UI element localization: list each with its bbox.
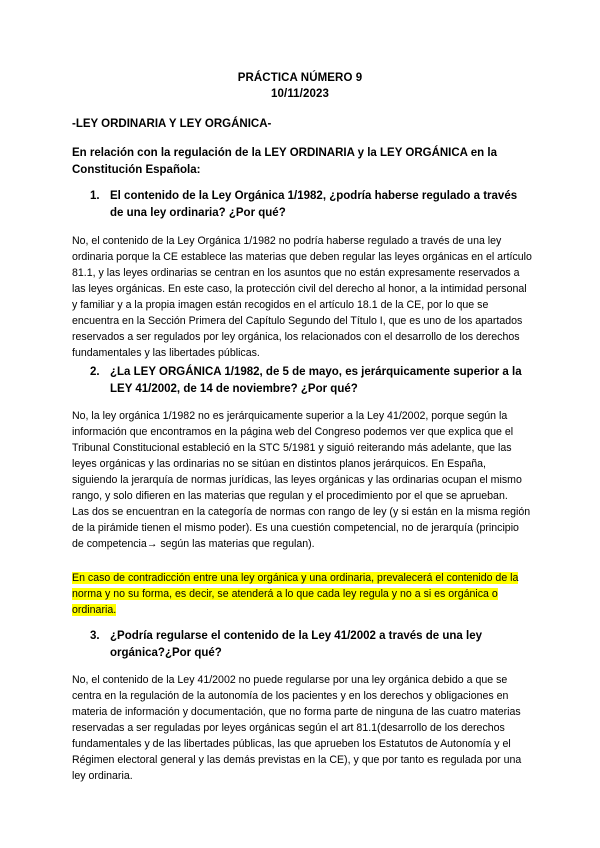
answer-2-paragraph-1: No, la ley orgánica 1/1982 no es jerárquicamente superior a la Ley 41/2002, porque según la información que encontramos en la página web del Congreso podemos ver que explica que el Tribunal Constitucional estableció en la STC 5/1981 y siguió reiterando más adelante, que las leyes orgánicas y las ordinarias no se sitúan en distintos planos jerárquicos. En España, siguiendo la jerarquía de normas jurídicas, las leyes orgánicas y las ordinarias ocupan el mismo rango, y solo difieren en las materias que regulan y el procedimiento por el que se aprueban. xyxy=(72,410,522,502)
practice-title: PRÁCTICA NÚMERO 9 xyxy=(237,72,363,84)
question-2-number: 2. xyxy=(90,366,100,378)
question-1 xyxy=(90,188,530,221)
question-3 xyxy=(90,628,530,661)
highlighted-note-text: En caso de contradicción entre una ley orgánica y una ordinaria, prevalecerá el contenido de la norma y no su forma, es decir, se atenderá a lo que cada ley regula y no a si es orgánica o ordinaria. xyxy=(72,572,519,616)
answer-1 xyxy=(72,233,532,361)
practice-date: 10/11/2023 xyxy=(271,88,329,100)
answer-1-text: No, el contenido de la Ley Orgánica 1/1982 no podría haberse regulado a través de una ley ordinaria porque la CE establece las materias que deben regular las leyes orgánicas en el artículo 81.1, y las leyes ordinarias se centran en los asuntos que no están expresamente reservados a las leyes orgánicas. En este caso, la protección civil del derecho al honor, a la intimidad personal y familiar y a la propia imagen están recogidos en el artículo 18.1 de la CE, por lo que se encuentra en la Sección Primera del Capítulo Segundo del Título I, que es uno de los apartados reservados a ser regulados por ley orgánica, los relacionados con el desarrollo de los derechos fundamentales y las libertades públicas. xyxy=(72,235,532,359)
highlighted-note xyxy=(72,570,534,618)
question-3-text: ¿Podría regularse el contenido de la Ley 41/2002 a través de una ley orgánica?¿Por qué? xyxy=(110,630,482,659)
question-1-text: El contenido de la Ley Orgánica 1/1982, ¿podría haberse regulado a través de una ley ordinaria? ¿Por qué? xyxy=(110,190,518,219)
answer-3-text: No, el contenido de la Ley 41/2002 no puede regularse por una ley orgánica debido a que se centra en la regulación de la autonomía de los pacientes y en los derechos y obligaciones en materia de información y documentación, que no forma parte de ninguna de las cuatro materias reservadas a ser reguladas por leyes orgánicas según el art 81.1(desarrollo de los derechos fundamentales y de las libertades públicas, las que aprueben los Estatutos de Autonomía y el Régimen electoral general y las demás previstas en la CE), y que por tanto es regulada por una ley ordinaria. xyxy=(72,674,522,782)
section-title: -LEY ORDINARIA Y LEY ORGÁNICA- xyxy=(72,118,272,130)
answer-2-paragraph-2: Las dos se encuentran en la categoría de normas con rango de ley (y si están en la misma región de la pirámide tienen el mismo poder). Es una cuestión competencial, no de jerarquía (principio de competencia→ según las materias que regulan). xyxy=(72,506,531,550)
question-3-number: 3. xyxy=(90,630,100,642)
answer-2 xyxy=(72,408,532,552)
answer-3 xyxy=(72,672,532,784)
question-2-text: ¿La LEY ORGÁNICA 1/1982, de 5 de mayo, es jerárquicamente superior a la LEY 41/2002, de 14 de noviembre? ¿Por qué? xyxy=(110,366,522,395)
question-2 xyxy=(90,364,530,397)
intro-paragraph: En relación con la regulación de la LEY ORDINARIA y la LEY ORGÁNICA en la Constitución Española: xyxy=(72,147,497,176)
question-1-number: 1. xyxy=(90,190,100,202)
